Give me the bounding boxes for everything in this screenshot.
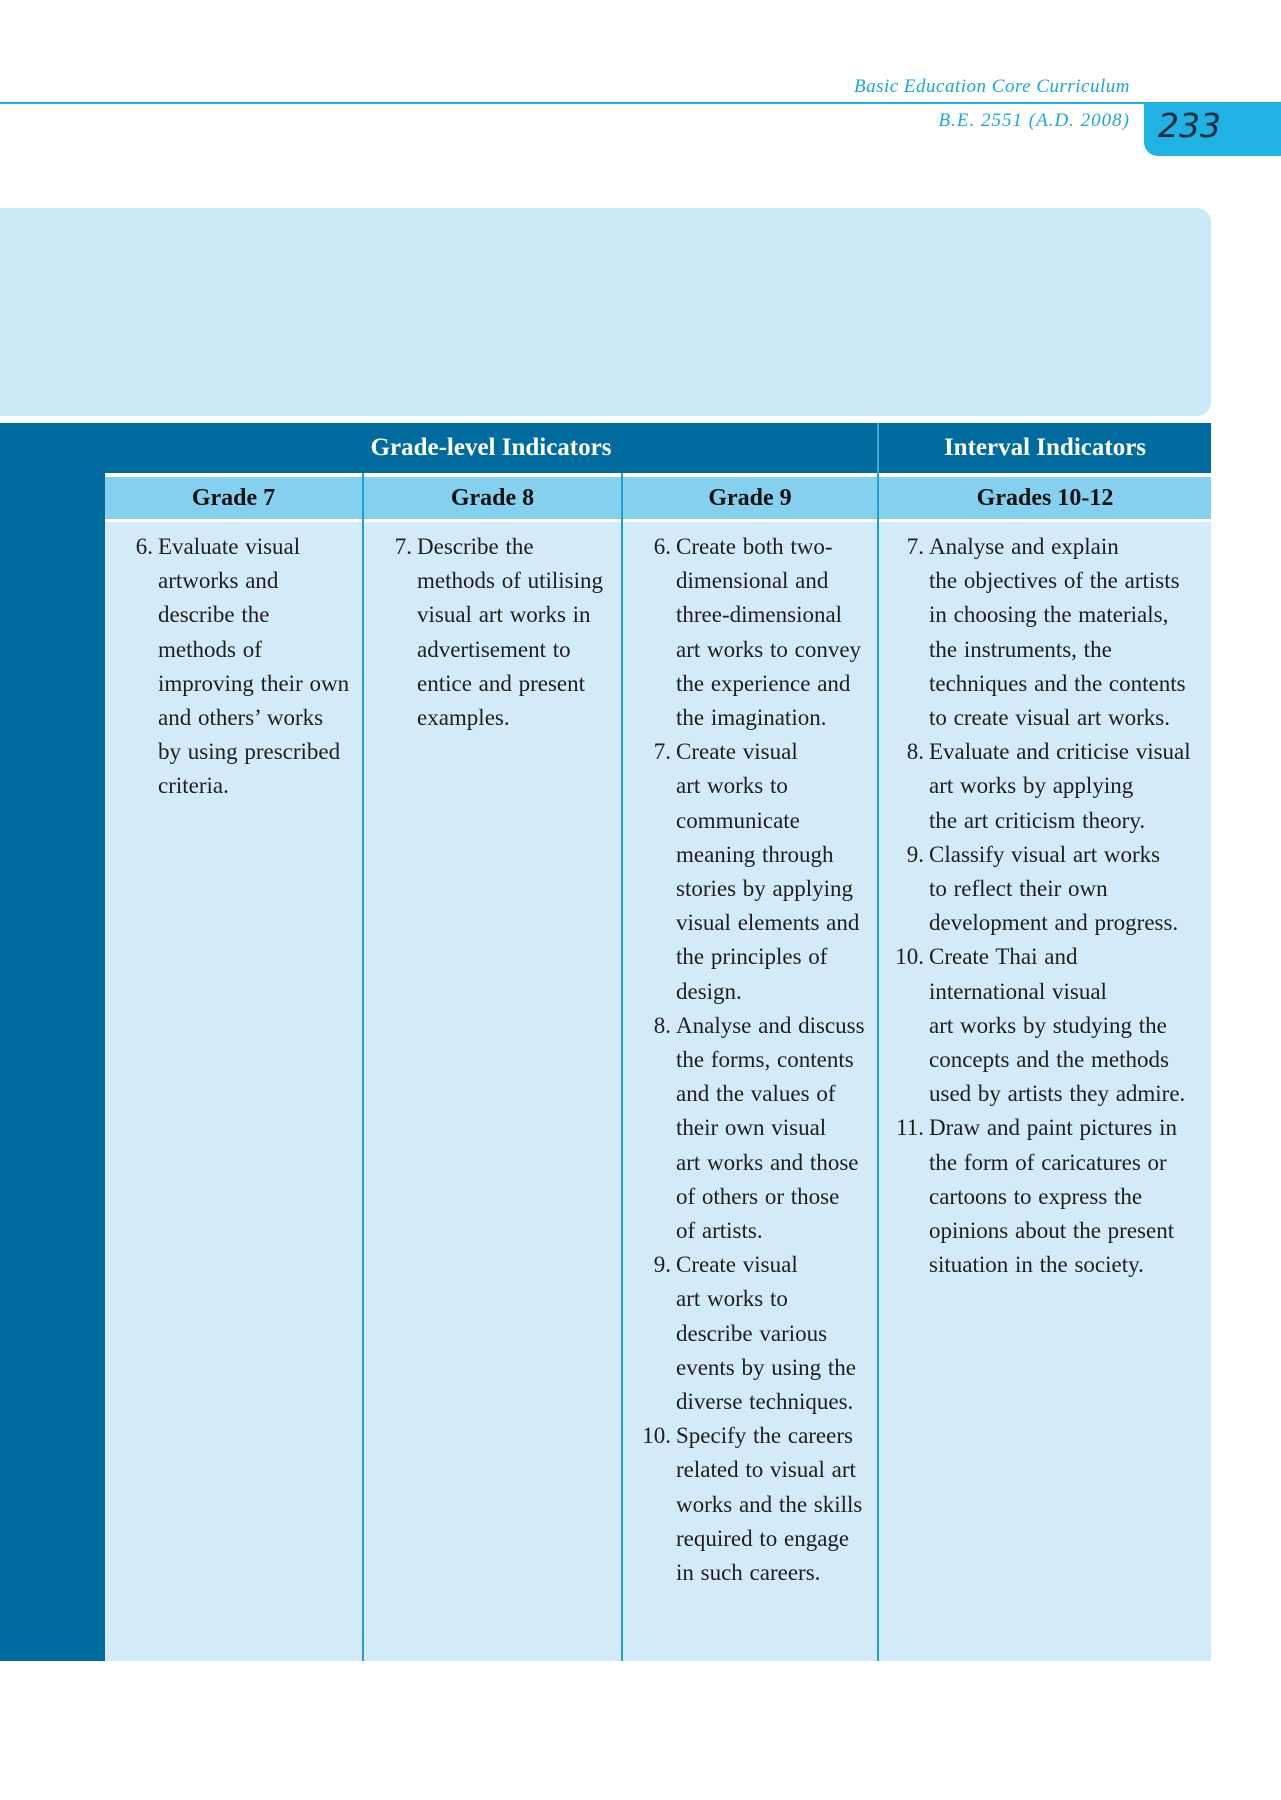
indicator-line: visual elements and	[676, 910, 860, 936]
indicator-line: development and progress.	[929, 910, 1179, 936]
page-number-tab	[1144, 102, 1281, 156]
column-header-grade-7: Grade 7	[105, 477, 362, 519]
running-subtitle: B.E. 2551 (A.D. 2008)	[938, 110, 1130, 131]
indicator-item	[884, 530, 1209, 735]
indicator-line: the art criticism theory.	[929, 807, 1146, 833]
indicator-line: stories by applying	[676, 876, 854, 902]
section-panel	[0, 208, 1211, 416]
indicator-number: 7.	[394, 534, 412, 559]
indicator-line: art works by studying the	[929, 1012, 1167, 1038]
column-divider	[877, 473, 879, 1661]
indicator-line: methods of utilising	[417, 568, 603, 594]
column-header-grades-10-12: Grades 10-12	[879, 477, 1211, 519]
indicator-list-grade-7	[113, 530, 359, 804]
indicator-number: 10.	[895, 944, 924, 970]
indicator-line: to create visual art works.	[929, 705, 1170, 731]
indicator-line: the principles of	[676, 944, 828, 970]
indicator-line: dimensional and	[676, 568, 829, 594]
indicator-item	[884, 735, 1209, 838]
grade-level-indicators-header: Grade-level Indicators	[105, 423, 877, 473]
indicator-line: of others or those	[676, 1183, 840, 1209]
indicator-line: Analyse and explain	[929, 534, 1119, 559]
indicator-line: cartoons to express the	[929, 1183, 1143, 1209]
indicator-line: Create both two-	[676, 534, 833, 559]
indicator-line: improving their own	[158, 670, 350, 696]
indicator-number: 7.	[653, 739, 671, 765]
indicator-item	[113, 530, 359, 804]
left-sidebar-bar	[0, 423, 105, 1661]
indicator-line: criteria.	[158, 773, 229, 799]
indicator-line: Create Thai and	[929, 944, 1078, 970]
indicator-line: art works to	[676, 773, 788, 799]
indicator-item	[884, 838, 1209, 941]
indicator-line: to reflect their own	[929, 876, 1108, 902]
indicator-line: the form of caricatures or	[929, 1149, 1167, 1175]
indicator-line: events by using the	[676, 1354, 856, 1380]
indicator-line: Evaluate and criticise visual	[929, 739, 1191, 765]
indicator-line: Describe the	[417, 534, 534, 559]
indicator-line: examples.	[417, 705, 510, 731]
indicator-line: design.	[676, 978, 742, 1004]
indicator-line: describe the	[158, 602, 270, 628]
page-number: 233	[1158, 106, 1221, 145]
indicator-line: three-dimensional	[676, 602, 843, 628]
indicator-line: visual art works in	[417, 602, 591, 628]
indicator-line: required to engage	[676, 1525, 850, 1551]
indicator-line: the experience and	[676, 670, 851, 696]
column-header-grade-8: Grade 8	[364, 477, 621, 519]
indicator-item	[372, 530, 618, 735]
indicator-line: used by artists they admire.	[929, 1081, 1186, 1107]
indicator-line: and others’ works	[158, 705, 324, 731]
interval-indicators-header: Interval Indicators	[879, 423, 1211, 473]
indicator-number: 9.	[906, 841, 924, 867]
indicator-line: Create visual	[676, 739, 798, 765]
indicator-number: 7.	[906, 534, 924, 559]
indicator-line: in choosing the materials,	[929, 602, 1169, 628]
running-title: Basic Education Core Curriculum	[853, 76, 1130, 97]
indicator-line: Evaluate visual	[158, 534, 301, 559]
indicator-line: methods of	[158, 636, 262, 662]
indicator-number: 8.	[653, 1012, 671, 1038]
indicator-item	[631, 735, 875, 1009]
indicator-line: international visual	[929, 978, 1107, 1004]
indicator-line: diverse techniques.	[676, 1389, 854, 1415]
indicator-line: Analyse and discuss	[676, 1012, 865, 1038]
indicator-line: the instruments, the	[929, 636, 1112, 662]
column-header-grade-9: Grade 9	[623, 477, 877, 519]
header-rule	[0, 102, 1281, 104]
indicator-line: works and the skills	[676, 1491, 863, 1517]
indicator-line: artworks and	[158, 568, 279, 594]
indicator-item	[631, 1419, 875, 1590]
indicator-line: related to visual art	[676, 1457, 856, 1483]
indicator-line: by using prescribed	[158, 739, 341, 765]
indicator-list-grades-10-12	[884, 530, 1209, 1282]
column-divider	[621, 473, 623, 1661]
indicator-line: of artists.	[676, 1218, 763, 1244]
indicator-line: the objectives of the artists	[929, 568, 1180, 594]
indicator-line: Classify visual art works	[929, 841, 1161, 867]
indicator-item	[631, 1009, 875, 1248]
indicator-number: 11.	[896, 1115, 924, 1141]
indicator-line: entice and present	[417, 670, 586, 696]
indicator-line: art works to convey	[676, 636, 862, 662]
indicator-line: describe various	[676, 1320, 828, 1346]
indicator-number: 6.	[135, 534, 153, 559]
indicator-line: art works to	[676, 1286, 788, 1312]
indicator-item	[631, 1248, 875, 1419]
indicator-line: Specify the careers	[676, 1423, 853, 1449]
indicator-line: their own visual	[676, 1115, 827, 1141]
indicator-line: Create visual	[676, 1252, 798, 1278]
indicator-list-grade-8	[372, 530, 618, 735]
indicator-line: Draw and paint pictures in	[929, 1115, 1177, 1141]
indicator-line: art works by applying	[929, 773, 1134, 799]
indicator-item	[631, 530, 875, 735]
indicator-item	[884, 1111, 1209, 1282]
indicator-line: and the values of	[676, 1081, 836, 1107]
indicator-number: 10.	[642, 1423, 671, 1449]
indicator-line: the forms, contents	[676, 1047, 854, 1073]
indicator-line: the imagination.	[676, 705, 827, 731]
indicator-line: techniques and the contents	[929, 670, 1186, 696]
indicator-line: opinions about the present	[929, 1218, 1175, 1244]
indicator-line: in such careers.	[676, 1560, 821, 1586]
indicator-line: situation in the society.	[929, 1252, 1144, 1278]
indicator-item	[884, 940, 1209, 1111]
indicator-line: concepts and the methods	[929, 1047, 1169, 1073]
indicator-number: 8.	[906, 739, 924, 765]
indicator-number: 9.	[653, 1252, 671, 1278]
indicator-line: communicate	[676, 807, 800, 833]
indicator-line: art works and those	[676, 1149, 859, 1175]
indicator-number: 6.	[653, 534, 671, 559]
column-divider	[362, 473, 364, 1661]
indicator-line: advertisement to	[417, 636, 571, 662]
indicator-line: meaning through	[676, 841, 834, 867]
indicator-list-grade-9	[631, 530, 875, 1590]
